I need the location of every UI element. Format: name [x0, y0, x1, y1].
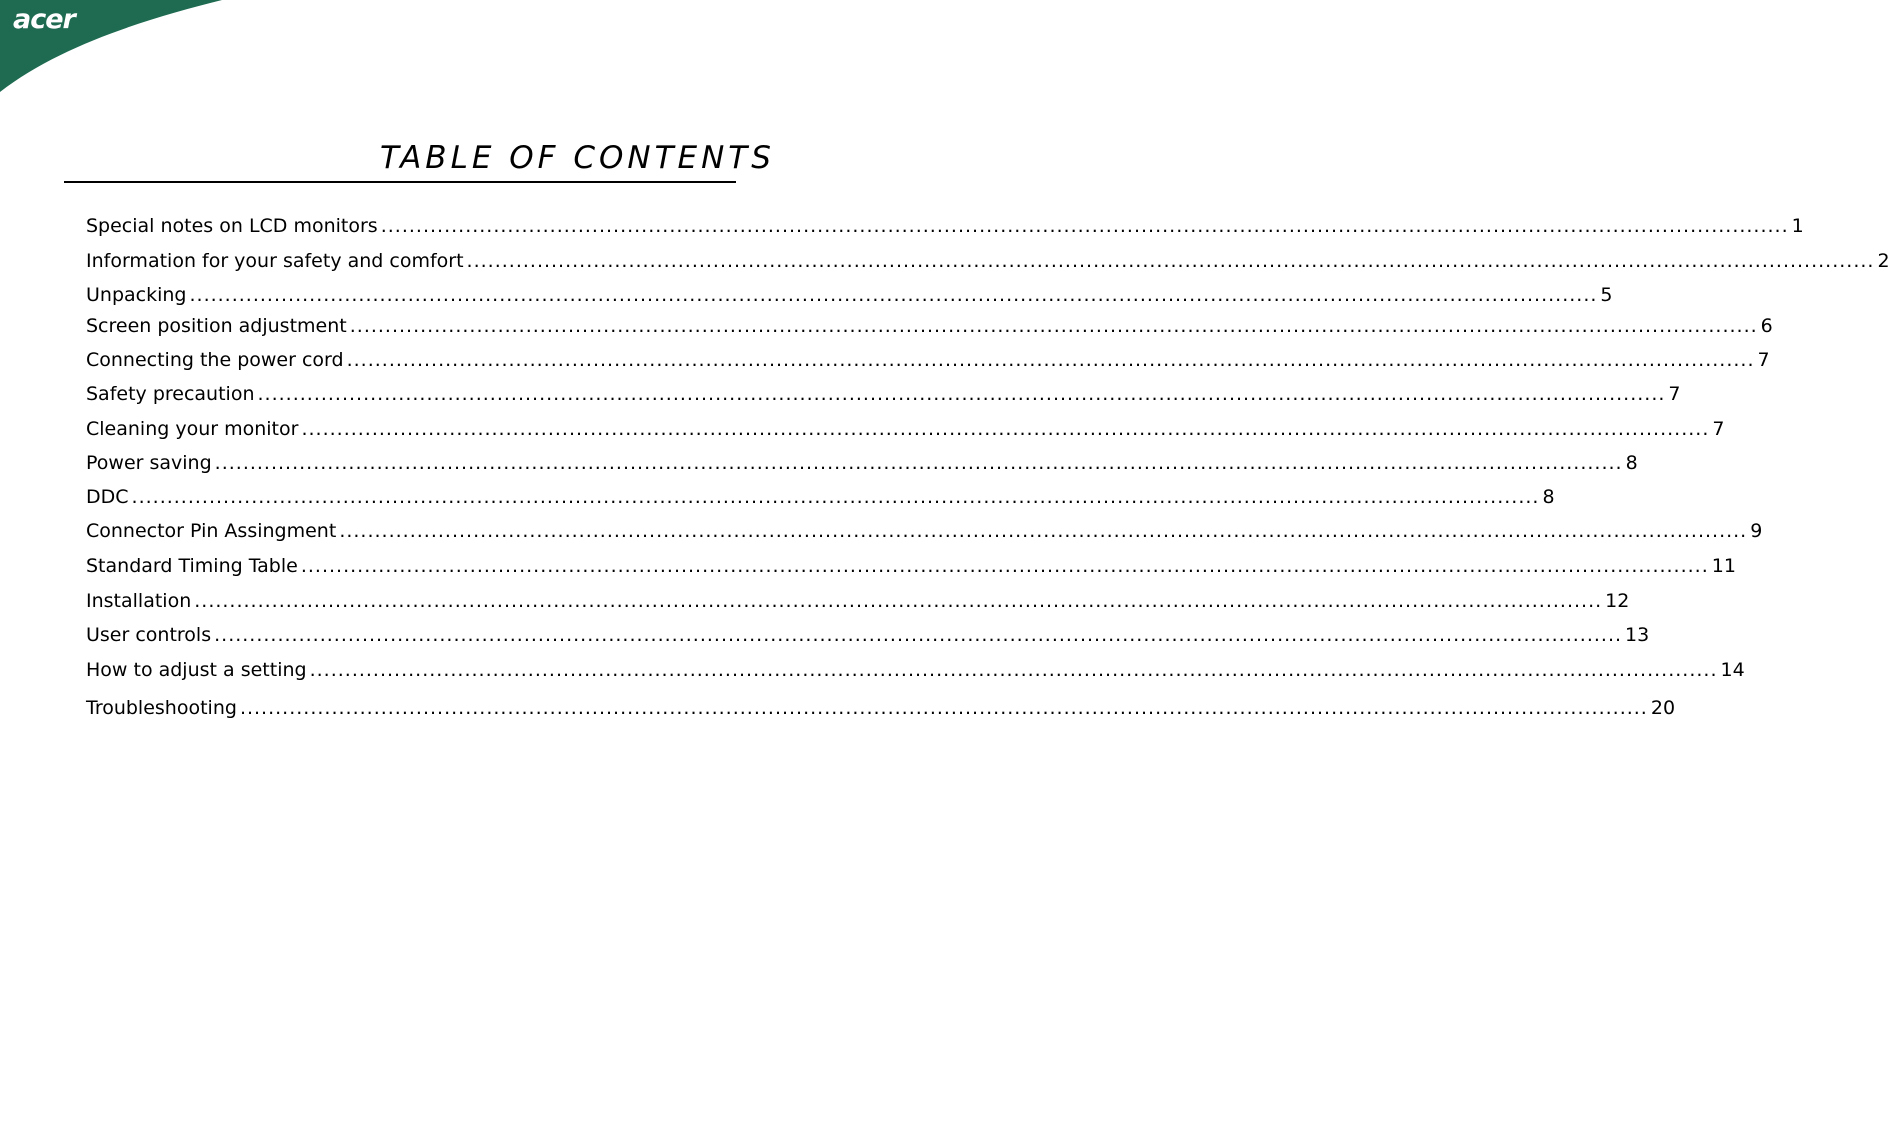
brand-swoosh [0, 0, 802, 100]
toc-entry[interactable] [86, 249, 1890, 273]
dot-leader: ........................................................................................................................................................................................................ [131, 486, 1540, 508]
dot-leader: ........................................................................................................................................................................................................ [194, 590, 1603, 612]
brand-header [0, 0, 802, 100]
dot-leader: ........................................................................................................................................................................................................ [214, 624, 1623, 646]
toc-entry-label: How to adjust a setting [86, 659, 307, 681]
dot-leader: ........................................................................................................................................................................................................ [349, 315, 1758, 337]
toc-entry-page: 14 [1720, 659, 1745, 681]
toc-entry[interactable] [86, 417, 1725, 441]
toc-entry-page: 7 [1712, 418, 1725, 440]
toc-entry-page: 7 [1668, 383, 1681, 405]
toc-entry-label: User controls [86, 624, 212, 646]
dot-leader: ........................................................................................................................................................................................................ [346, 349, 1755, 371]
toc-entry[interactable] [86, 283, 1613, 307]
toc-entry-label: Cleaning your monitor [86, 418, 299, 440]
toc-entry[interactable] [86, 623, 1650, 647]
toc-entry-label: Connecting the power cord [86, 349, 344, 371]
title-rule [64, 181, 736, 183]
toc-entry[interactable] [86, 554, 1736, 578]
toc-entry-page: 8 [1542, 486, 1555, 508]
toc-entry[interactable] [86, 696, 1676, 720]
toc-entry[interactable] [86, 348, 1770, 372]
toc-entry-page: 5 [1600, 284, 1613, 306]
dot-leader: ........................................................................................................................................................................................................ [239, 697, 1648, 719]
dot-leader: ........................................................................................................................................................................................................ [214, 452, 1623, 474]
toc-entry-page: 6 [1760, 315, 1773, 337]
dot-leader: ........................................................................................................................................................................................................ [309, 659, 1718, 681]
toc-entry-label: Safety precaution [86, 383, 255, 405]
toc-entry-page: 12 [1605, 590, 1630, 612]
toc-entry-label: Special notes on LCD monitors [86, 215, 378, 237]
dot-leader: ........................................................................................................................................................................................................ [189, 284, 1598, 306]
toc-entry[interactable] [86, 519, 1763, 543]
toc-entry-page: 20 [1650, 697, 1676, 719]
toc-entry-page: 2 [1877, 250, 1890, 272]
toc-entry[interactable] [86, 382, 1681, 406]
toc-entry-page: 1 [1791, 215, 1804, 237]
toc-entry-page: 8 [1625, 452, 1638, 474]
toc-entry[interactable] [86, 485, 1555, 509]
toc-entry-page: 7 [1757, 349, 1770, 371]
dot-leader: ........................................................................................................................................................................................................ [466, 250, 1875, 272]
toc-entry-label: Troubleshooting [86, 697, 237, 719]
toc-entry-label: Standard Timing Table [86, 555, 298, 577]
toc-entry-label: Connector Pin Assingment [86, 520, 337, 542]
toc-entry-label: Unpacking [86, 284, 187, 306]
toc-entry[interactable] [86, 314, 1773, 338]
toc-entry[interactable] [86, 451, 1638, 475]
toc-entry[interactable] [86, 658, 1745, 682]
dot-leader: ........................................................................................................................................................................................................ [300, 555, 1709, 577]
dot-leader: ........................................................................................................................................................................................................ [301, 418, 1710, 440]
toc-entry-page: 11 [1711, 555, 1736, 577]
acer-logo: acer [13, 4, 75, 35]
page-title: TABLE OF CONTENTS [380, 140, 775, 176]
toc-entry-label: Power saving [86, 452, 212, 474]
toc-entry[interactable] [86, 589, 1630, 613]
dot-leader: ........................................................................................................................................................................................................ [257, 383, 1666, 405]
toc-entry-page: 13 [1625, 624, 1650, 646]
dot-leader: ........................................................................................................................................................................................................ [339, 520, 1748, 542]
dot-leader: ........................................................................................................................................................................................................ [380, 215, 1789, 237]
toc-entry-label: Screen position adjustment [86, 315, 347, 337]
toc-entry[interactable] [86, 214, 1804, 238]
toc-entry-label: Installation [86, 590, 192, 612]
toc-entry-label: Information for your safety and comfort [86, 250, 464, 272]
toc-entry-page: 9 [1750, 520, 1763, 542]
toc-entry-label: DDC [86, 486, 129, 508]
